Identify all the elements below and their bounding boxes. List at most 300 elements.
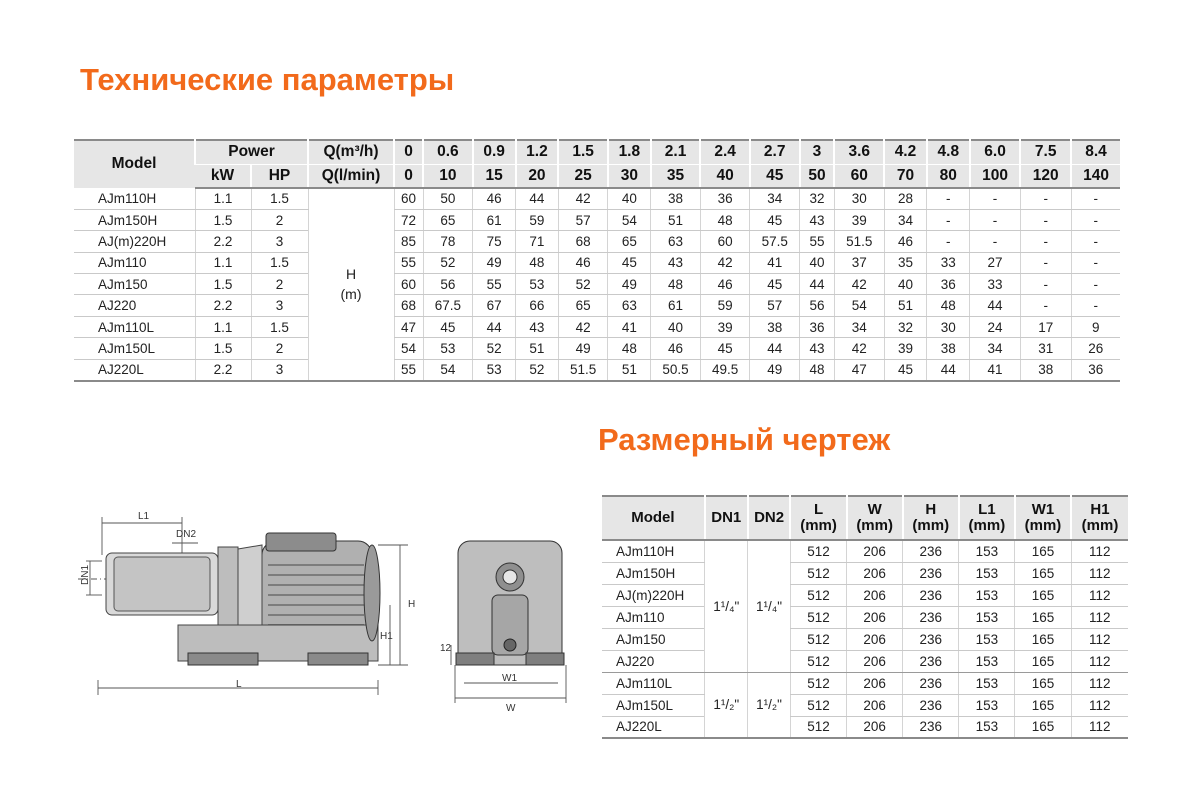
- dim-w-cell: 206: [847, 694, 903, 716]
- head-value: 52: [473, 338, 516, 359]
- dim-h1-cell: 112: [1071, 540, 1128, 562]
- header-name: H1: [1090, 501, 1110, 518]
- header-name: W: [867, 501, 882, 518]
- head-value: 57: [750, 295, 800, 316]
- head-value: 54: [834, 295, 884, 316]
- model-cell: AJm110: [602, 606, 705, 628]
- dim-h-cell: 236: [903, 650, 959, 672]
- dim-h-cell: 236: [903, 562, 959, 584]
- head-value: 34: [970, 338, 1021, 359]
- head-value: 51: [884, 295, 927, 316]
- head-value: 65: [608, 231, 651, 252]
- head-value: -: [970, 209, 1021, 230]
- parameters-body: [74, 188, 1120, 381]
- head-value: 52: [516, 359, 559, 380]
- q-m3h-value: 3: [800, 140, 835, 164]
- label-w: W: [506, 703, 516, 714]
- dim-w1-cell: 165: [1015, 716, 1071, 738]
- head-value: -: [927, 188, 970, 209]
- head-label-cell: [308, 188, 394, 381]
- dim-l1-cell: 153: [959, 562, 1015, 584]
- q-m3h-value: 4.2: [884, 140, 927, 164]
- dims-header-h: [903, 496, 959, 540]
- label-dn2: DN2: [176, 529, 197, 540]
- head-value: 43: [516, 316, 559, 337]
- head-value: -: [1020, 188, 1071, 209]
- head-value: 43: [800, 338, 835, 359]
- dn2-cell: 1¹/₂": [748, 672, 791, 738]
- model-cell: AJm150: [602, 628, 705, 650]
- kw-header: kW: [195, 164, 251, 188]
- head-label: H: [345, 266, 357, 283]
- model-cell: AJ220L: [74, 359, 195, 380]
- model-cell: AJ220: [74, 295, 195, 316]
- head-value: 59: [700, 295, 750, 316]
- dim-h-cell: 236: [903, 540, 959, 562]
- q-lmin-value: 50: [800, 164, 835, 188]
- head-value: 46: [700, 274, 750, 295]
- dim-h1-cell: 112: [1071, 716, 1128, 738]
- hp-header: HP: [251, 164, 308, 188]
- dim-w-cell: 206: [847, 650, 903, 672]
- head-value: 34: [834, 316, 884, 337]
- head-value: 46: [651, 338, 701, 359]
- dim-l-cell: 512: [790, 672, 846, 694]
- head-value: 40: [884, 274, 927, 295]
- q-lmin-value: 120: [1020, 164, 1071, 188]
- head-value: 39: [700, 316, 750, 337]
- dim-w1-cell: 165: [1015, 672, 1071, 694]
- head-value: 32: [800, 188, 835, 209]
- hp-cell: 2: [251, 274, 308, 295]
- dim-l-cell: 512: [790, 562, 846, 584]
- head-value: 40: [651, 316, 701, 337]
- kw-cell: 1.1: [195, 252, 251, 273]
- head-value: -: [1071, 209, 1120, 230]
- dim-l-cell: 512: [790, 606, 846, 628]
- q-m3h-value: 6.0: [970, 140, 1021, 164]
- dim-l-cell: 512: [790, 650, 846, 672]
- head-value: -: [1071, 252, 1120, 273]
- label-foot: 12: [440, 643, 452, 654]
- head-value: 34: [884, 209, 927, 230]
- head-value: 52: [558, 274, 608, 295]
- header-name: L: [813, 501, 824, 518]
- header-unit: (mm): [912, 517, 950, 534]
- table-row: [74, 316, 1120, 337]
- table-row: [602, 628, 1128, 650]
- head-value: 9: [1071, 316, 1120, 337]
- table-row: [602, 650, 1128, 672]
- table-row: [74, 274, 1120, 295]
- head-value: 63: [608, 295, 651, 316]
- q-m3h-value: 0.6: [423, 140, 473, 164]
- model-cell: AJ(m)220H: [74, 231, 195, 252]
- q-lmin-value: 40: [700, 164, 750, 188]
- head-value: 27: [970, 252, 1021, 273]
- q-m3h-value: 4.8: [927, 140, 970, 164]
- dimensions-table: [602, 495, 1128, 739]
- head-value: 41: [608, 316, 651, 337]
- head-value: 45: [884, 359, 927, 380]
- head-unit: (m): [340, 286, 362, 303]
- dim-h-cell: 236: [903, 672, 959, 694]
- kw-cell: 2.2: [195, 359, 251, 380]
- model-cell: AJ(m)220H: [602, 584, 705, 606]
- head-value: 42: [700, 252, 750, 273]
- model-cell: AJm150L: [602, 694, 705, 716]
- table-row: [602, 694, 1128, 716]
- dim-w-cell: 206: [847, 584, 903, 606]
- dims-header-h1: [1071, 496, 1128, 540]
- head-value: 60: [394, 188, 423, 209]
- head-value: -: [1020, 295, 1071, 316]
- head-value: 63: [651, 231, 701, 252]
- head-value: 61: [651, 295, 701, 316]
- dim-l-cell: 512: [790, 694, 846, 716]
- kw-cell: 1.1: [195, 316, 251, 337]
- model-cell: AJ220: [602, 650, 705, 672]
- head-value: 38: [651, 188, 701, 209]
- head-value: 40: [608, 188, 651, 209]
- head-value: -: [1071, 274, 1120, 295]
- dim-h1-cell: 112: [1071, 606, 1128, 628]
- dims-header-model: [602, 496, 705, 540]
- dim-w-cell: 206: [847, 540, 903, 562]
- q-lmin-value: 100: [970, 164, 1021, 188]
- head-value: 17: [1020, 316, 1071, 337]
- q-m3h-value: 7.5: [1020, 140, 1071, 164]
- head-value: 71: [516, 231, 559, 252]
- hp-cell: 1.5: [251, 188, 308, 209]
- hp-cell: 3: [251, 295, 308, 316]
- dim-l1-cell: 153: [959, 540, 1015, 562]
- head-value: 51: [608, 359, 651, 380]
- q-lmin-value: 140: [1071, 164, 1120, 188]
- head-value: 49: [558, 338, 608, 359]
- hp-cell: 2: [251, 338, 308, 359]
- head-value: 66: [516, 295, 559, 316]
- head-value: -: [1071, 231, 1120, 252]
- hp-cell: 3: [251, 359, 308, 380]
- head-value: 50.5: [651, 359, 701, 380]
- dim-w1-cell: 165: [1015, 540, 1071, 562]
- dim-w1-cell: 165: [1015, 694, 1071, 716]
- kw-cell: 2.2: [195, 295, 251, 316]
- table-row: [74, 359, 1120, 380]
- head-value: -: [1071, 188, 1120, 209]
- head-value: 48: [516, 252, 559, 273]
- dims-header-l: [790, 496, 846, 540]
- head-value: 42: [558, 316, 608, 337]
- head-value: 61: [473, 209, 516, 230]
- head-value: 78: [423, 231, 473, 252]
- dims-header-w1: [1015, 496, 1071, 540]
- pump-front-view: [456, 541, 564, 665]
- head-value: 43: [800, 209, 835, 230]
- label-l1: L1: [138, 511, 150, 522]
- head-value: 53: [423, 338, 473, 359]
- model-cell: AJm150H: [74, 209, 195, 230]
- head-value: 33: [927, 252, 970, 273]
- head-value: 47: [834, 359, 884, 380]
- head-value: 46: [884, 231, 927, 252]
- label-dn1: DN1: [80, 564, 91, 585]
- head-value: 35: [884, 252, 927, 273]
- q-m3h-value: 0: [394, 140, 423, 164]
- head-value: -: [970, 188, 1021, 209]
- head-value: 60: [700, 231, 750, 252]
- head-value: 48: [800, 359, 835, 380]
- head-value: 65: [423, 209, 473, 230]
- head-value: 31: [1020, 338, 1071, 359]
- q-m3h-value: 0.9: [473, 140, 516, 164]
- params-title: Технические параметры: [80, 62, 455, 97]
- model-cell: AJm110L: [602, 672, 705, 694]
- q-lmin-value: 80: [927, 164, 970, 188]
- hp-cell: 2: [251, 209, 308, 230]
- q-lmin-value: 60: [834, 164, 884, 188]
- hp-cell: 1.5: [251, 316, 308, 337]
- head-value: 46: [558, 252, 608, 273]
- head-value: 38: [750, 316, 800, 337]
- q-lmin-value: 0: [394, 164, 423, 188]
- dim-h1-cell: 112: [1071, 672, 1128, 694]
- dim-h1-cell: 112: [1071, 584, 1128, 606]
- dim-h-cell: 236: [903, 694, 959, 716]
- dimensions-body: [602, 540, 1128, 738]
- head-value: 45: [608, 252, 651, 273]
- head-value: 43: [651, 252, 701, 273]
- dim-l-cell: 512: [790, 584, 846, 606]
- head-value: -: [1020, 209, 1071, 230]
- table-row: [74, 295, 1120, 316]
- model-header: Model: [74, 140, 195, 188]
- head-value: 44: [473, 316, 516, 337]
- header-unit: (mm): [1081, 517, 1119, 534]
- q-lmin-value: 25: [558, 164, 608, 188]
- head-value: 38: [927, 338, 970, 359]
- q-m3h-value: 2.7: [750, 140, 800, 164]
- head-value: 56: [800, 295, 835, 316]
- dim-h-cell: 236: [903, 584, 959, 606]
- q-lmin-value: 10: [423, 164, 473, 188]
- table-row: [602, 672, 1128, 694]
- head-value: 44: [516, 188, 559, 209]
- head-value: 47: [394, 316, 423, 337]
- kw-cell: 1.1: [195, 188, 251, 209]
- head-value: 39: [884, 338, 927, 359]
- head-value: 42: [834, 338, 884, 359]
- head-value: 49.5: [700, 359, 750, 380]
- table-row: [602, 716, 1128, 738]
- head-value: 38: [1020, 359, 1071, 380]
- dim-w1-cell: 165: [1015, 584, 1071, 606]
- table-row: [602, 540, 1128, 562]
- head-value: 85: [394, 231, 423, 252]
- kw-cell: 1.5: [195, 274, 251, 295]
- head-value: 75: [473, 231, 516, 252]
- table-row: [74, 338, 1120, 359]
- dim-l-cell: 512: [790, 716, 846, 738]
- dn1-cell: 1¹/₄": [705, 540, 748, 672]
- q-lmin-value: 35: [651, 164, 701, 188]
- head-value: 44: [927, 359, 970, 380]
- head-value: 28: [884, 188, 927, 209]
- dim-l-cell: 512: [790, 540, 846, 562]
- model-cell: AJm150: [74, 274, 195, 295]
- model-cell: AJm110L: [74, 316, 195, 337]
- dim-l1-cell: 153: [959, 716, 1015, 738]
- head-value: 30: [834, 188, 884, 209]
- q-lmin-value: 20: [516, 164, 559, 188]
- dim-l1-cell: 153: [959, 694, 1015, 716]
- head-value: 42: [834, 274, 884, 295]
- header-name: L1: [978, 501, 996, 518]
- dim-w-cell: 206: [847, 672, 903, 694]
- table-row: [74, 188, 1120, 209]
- dim-h-cell: 236: [903, 716, 959, 738]
- q-m3h-value: 8.4: [1071, 140, 1120, 164]
- model-cell: AJm150H: [602, 562, 705, 584]
- table-row: [602, 606, 1128, 628]
- head-value: 49: [750, 359, 800, 380]
- head-value: 51.5: [558, 359, 608, 380]
- head-value: 55: [800, 231, 835, 252]
- head-value: 34: [750, 188, 800, 209]
- dims-header-dn2: [748, 496, 791, 540]
- head-value: 51: [516, 338, 559, 359]
- head-value: 46: [473, 188, 516, 209]
- head-value: 57.5: [750, 231, 800, 252]
- table-row: [74, 209, 1120, 230]
- head-value: 68: [558, 231, 608, 252]
- hp-cell: 1.5: [251, 252, 308, 273]
- head-value: 41: [750, 252, 800, 273]
- head-value: 32: [884, 316, 927, 337]
- header-unit: (mm): [968, 517, 1006, 534]
- dim-l1-cell: 153: [959, 584, 1015, 606]
- head-value: 26: [1071, 338, 1120, 359]
- dim-w1-cell: 165: [1015, 606, 1071, 628]
- dim-l1-cell: 153: [959, 650, 1015, 672]
- head-value: -: [970, 231, 1021, 252]
- q-m3h-label: Q(m³/h): [308, 140, 394, 164]
- dim-h-cell: 236: [903, 628, 959, 650]
- dims-title: Размерный чертеж: [598, 422, 891, 457]
- q-m3h-value: 3.6: [834, 140, 884, 164]
- head-value: 40: [800, 252, 835, 273]
- table-row: [74, 231, 1120, 252]
- header-unit: (mm): [800, 517, 837, 534]
- head-value: 48: [651, 274, 701, 295]
- dim-l1-cell: 153: [959, 606, 1015, 628]
- header-name: DN1: [711, 509, 742, 526]
- dim-w-cell: 206: [847, 562, 903, 584]
- dim-l-cell: 512: [790, 628, 846, 650]
- head-value: 65: [558, 295, 608, 316]
- head-value: -: [1020, 274, 1071, 295]
- dims-header-l1: [959, 496, 1015, 540]
- table-row: [602, 562, 1128, 584]
- head-value: 36: [1071, 359, 1120, 380]
- dim-w-cell: 206: [847, 606, 903, 628]
- head-value: 44: [800, 274, 835, 295]
- head-value: 36: [800, 316, 835, 337]
- head-value: 55: [394, 359, 423, 380]
- q-lmin-value: 45: [750, 164, 800, 188]
- q-lmin-value: 15: [473, 164, 516, 188]
- q-lmin-value: 30: [608, 164, 651, 188]
- label-h1: H1: [380, 631, 393, 642]
- dims-header-w: [847, 496, 903, 540]
- q-lmin-value: 70: [884, 164, 927, 188]
- head-value: 54: [423, 359, 473, 380]
- label-w1: W1: [502, 673, 517, 684]
- dim-h1-cell: 112: [1071, 694, 1128, 716]
- dn1-cell: 1¹/₂": [705, 672, 748, 738]
- head-value: 41: [970, 359, 1021, 380]
- pump-dimension-drawing: [78, 505, 578, 715]
- head-value: 39: [834, 209, 884, 230]
- q-m3h-value: 2.1: [651, 140, 701, 164]
- head-value: 67: [473, 295, 516, 316]
- head-value: 45: [423, 316, 473, 337]
- model-cell: AJm110H: [602, 540, 705, 562]
- head-value: 67.5: [423, 295, 473, 316]
- model-cell: AJm150L: [74, 338, 195, 359]
- header-name: Model: [631, 509, 675, 526]
- head-value: -: [1071, 295, 1120, 316]
- head-value: 60: [394, 274, 423, 295]
- kw-cell: 1.5: [195, 209, 251, 230]
- head-value: 44: [970, 295, 1021, 316]
- dim-l1-cell: 153: [959, 672, 1015, 694]
- head-value: 72: [394, 209, 423, 230]
- head-value: 42: [558, 188, 608, 209]
- head-value: 45: [750, 274, 800, 295]
- head-value: 55: [473, 274, 516, 295]
- q-m3h-value: 2.4: [700, 140, 750, 164]
- head-value: 36: [927, 274, 970, 295]
- head-value: 55: [394, 252, 423, 273]
- head-value: 37: [834, 252, 884, 273]
- head-value: 49: [473, 252, 516, 273]
- dim-h1-cell: 112: [1071, 650, 1128, 672]
- label-h: H: [408, 599, 416, 610]
- head-value: 59: [516, 209, 559, 230]
- q-m3h-value: 1.2: [516, 140, 559, 164]
- head-value: 51: [651, 209, 701, 230]
- head-value: 51.5: [834, 231, 884, 252]
- model-cell: AJ220L: [602, 716, 705, 738]
- head-value: 50: [423, 188, 473, 209]
- dn2-cell: 1¹/₄": [748, 540, 791, 672]
- dim-l1-cell: 153: [959, 628, 1015, 650]
- hp-cell: 3: [251, 231, 308, 252]
- dims-header-dn1: [705, 496, 748, 540]
- dim-w-cell: 206: [847, 716, 903, 738]
- q-lmin-label: Q(l/min): [308, 164, 394, 188]
- head-value: -: [927, 209, 970, 230]
- head-value: 56: [423, 274, 473, 295]
- header-unit: (mm): [856, 517, 893, 534]
- head-value: 54: [394, 338, 423, 359]
- head-value: 52: [423, 252, 473, 273]
- header-name: H: [925, 501, 937, 518]
- dim-h-cell: 236: [903, 606, 959, 628]
- pump-side-view: [106, 533, 380, 665]
